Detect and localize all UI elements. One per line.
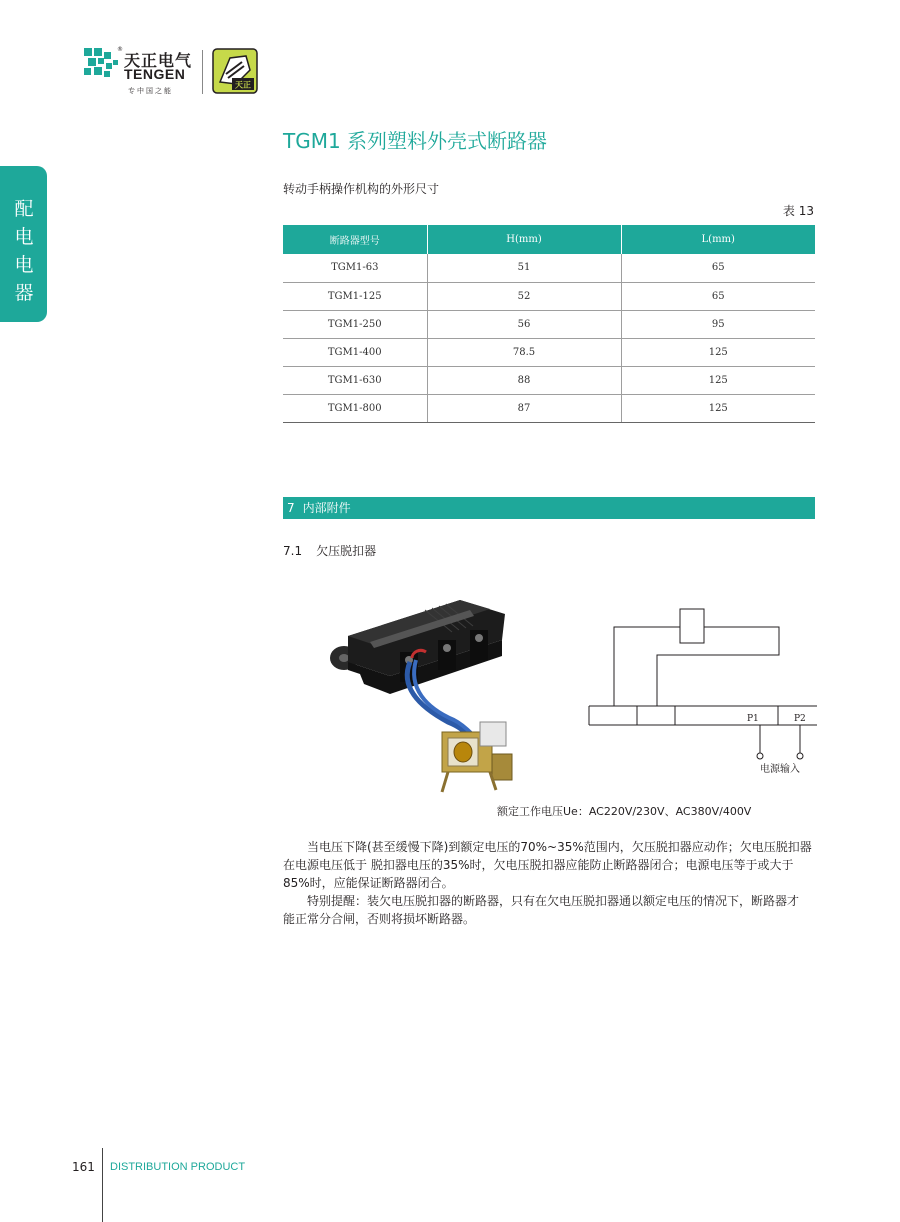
page-number: 161	[72, 1160, 95, 1174]
category-side-tab	[0, 166, 47, 322]
cell-model: TGM1-800	[283, 394, 427, 422]
cell-l: 65	[621, 282, 815, 310]
footer-divider	[102, 1148, 103, 1222]
subsection-number: 7.1	[283, 544, 303, 558]
column-header-model: 断路器型号	[283, 225, 427, 254]
page-title: TGM1 系列塑料外壳式断路器	[283, 129, 548, 153]
power-input-label: 电源输入	[760, 764, 800, 775]
cell-h: 88	[427, 366, 621, 394]
cell-l: 95	[621, 310, 815, 338]
badge-text: 天正	[235, 80, 251, 90]
cell-h: 78.5	[427, 338, 621, 366]
cell-model: TGM1-250	[283, 310, 427, 338]
body-line: 在电源电压低于 脱扣器电压的35%时，欠电压脱扣器应能防止断路器闭合；电源电压等于或大于	[283, 858, 794, 872]
column-header-l: L(mm)	[621, 225, 815, 254]
body-line: 特别提醒：装欠电压脱扣器的断路器，只有在欠电压脱扣器通以额定电压的情况下，断路器才	[307, 894, 800, 908]
column-header-h: H(mm)	[427, 225, 621, 254]
description-text	[283, 838, 817, 928]
footer-label: DISTRIBUTION PRODUCT	[110, 1161, 246, 1173]
tianzheng-badge-icon	[212, 48, 258, 94]
cell-h: 51	[427, 254, 621, 282]
side-tab-char: 电	[14, 226, 34, 248]
body-line: 85%时，应能保证断路器闭合。	[283, 876, 454, 890]
table-header-row	[283, 225, 815, 254]
table-row	[283, 310, 815, 338]
section-header	[283, 497, 815, 519]
cell-h: 87	[427, 394, 621, 422]
cell-h: 52	[427, 282, 621, 310]
cell-h: 56	[427, 310, 621, 338]
subsection-title: 欠压脱扣器	[316, 544, 377, 558]
brand-name-cn: 天正电气	[124, 51, 193, 70]
table-row	[283, 282, 815, 310]
cell-model: TGM1-125	[283, 282, 427, 310]
side-tab-char: 电	[14, 254, 34, 276]
cell-l: 125	[621, 394, 815, 422]
brand-slogan: 专中国之能	[128, 87, 173, 95]
undervoltage-release-photo	[330, 596, 520, 796]
logo-divider	[202, 50, 203, 94]
cell-l: 125	[621, 338, 815, 366]
brand-name-en: TENGEN	[124, 66, 186, 82]
p2-label: P2	[794, 714, 806, 724]
table-row	[283, 366, 815, 394]
section-title: 内部附件	[302, 501, 351, 515]
table-caption: 转动手柄操作机构的外形尺寸	[283, 182, 440, 196]
body-line: 能正常分合闸，否则将损坏断路器。	[283, 912, 476, 926]
brand-logo	[84, 46, 264, 96]
cell-l: 65	[621, 254, 815, 282]
body-line: 当电压下降(甚至缓慢下降)到额定电压的70%~35%范围内，欠压脱扣器应动作；欠电压脱扣器	[307, 840, 812, 854]
side-tab-char: 器	[14, 282, 34, 304]
p1-label: P1	[747, 714, 759, 724]
section-number: 7	[287, 501, 295, 515]
cell-model: TGM1-630	[283, 366, 427, 394]
side-tab-char: 配	[14, 198, 34, 220]
table-row	[283, 394, 815, 422]
registered-mark: ®	[117, 46, 123, 53]
table-row	[283, 338, 815, 366]
table-row	[283, 254, 815, 282]
dimensions-table	[283, 225, 815, 423]
cell-model: TGM1-63	[283, 254, 427, 282]
wiring-schematic	[585, 605, 817, 780]
figure-caption: 额定工作电压Ue：AC220V/230V、AC380V/400V	[497, 805, 752, 818]
cell-model: TGM1-400	[283, 338, 427, 366]
cell-l: 125	[621, 366, 815, 394]
tengen-logo-icon	[84, 48, 120, 78]
table-number: 表 13	[782, 204, 814, 218]
subsection-heading	[283, 542, 376, 559]
